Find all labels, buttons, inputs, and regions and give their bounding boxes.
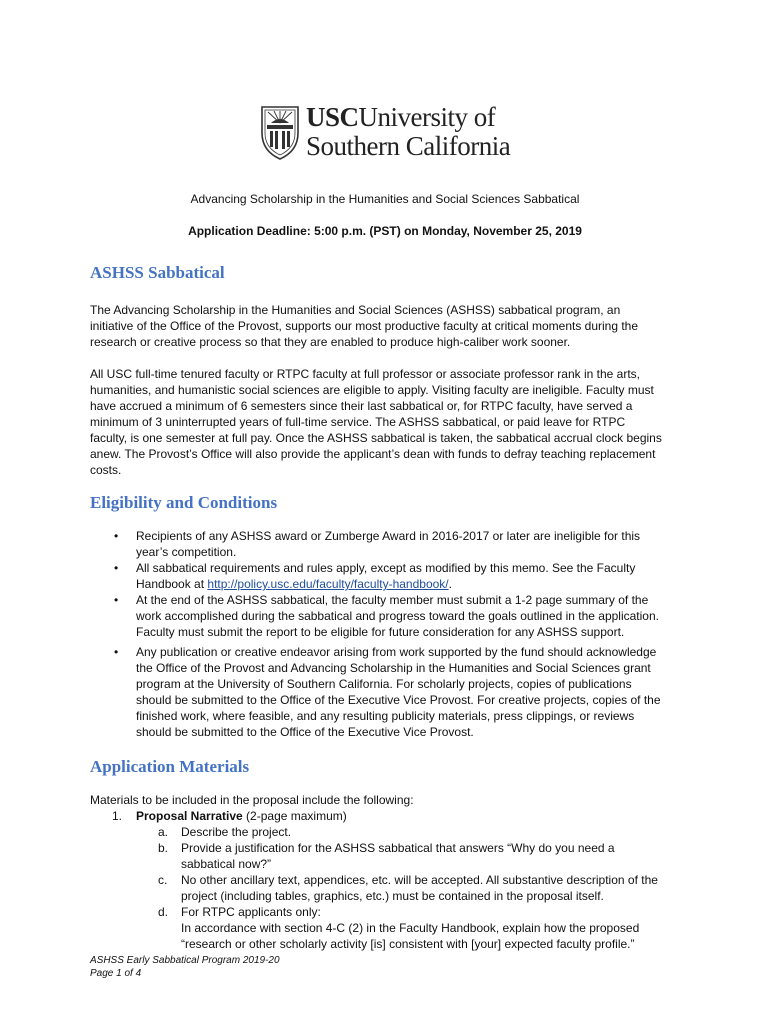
list-item: a. Describe the project. [158, 825, 292, 839]
bullet-icon: • [114, 645, 119, 659]
faculty-handbook-link[interactable]: http://policy.usc.edu/faculty/faculty-handbook/ [207, 577, 449, 591]
list-item: • At the end of the ASHSS sabbatical, the faculty member must submit a 1-2 page summary of the work accomplished during the sabbatical and progress toward the goals outlined in the application. Faculty must submit the report to be eligible for future consideration for any ASHSS support. [114, 593, 659, 639]
list-item: • All sabbatical requirements and rules apply, except as modified by this memo. See the Faculty Handbook at http://policy.usc.edu/faculty/faculty-handbook/. [114, 561, 636, 591]
logo-wordmark [306, 103, 510, 160]
list-item: c. No other ancillary text, appendices, etc. will be accepted. All substantive description of the project (including tables, graphics, etc.) must be contained in the proposal itself. [158, 873, 658, 903]
section-heading-application-materials: Application Materials [90, 757, 250, 776]
list-item: 1. Proposal Narrative (2-page maximum) a. Describe the project. b. Provide a justification for the ASHSS sabbatical that answers “Why do you need a sabbatical now?” c. No other ancillary text, appendices, etc. will be accepted. All substantive description of the project (including tables, graphics, etc.) must be contained in the proposal itself. d. For RTPC applicants only: In accordance with section 4-C (2) in the Faculty Handbook, explain how the proposed “research or other scholarly activity [is] consistent with [your] expected faculty profile.” [90, 808, 665, 952]
list-item: b. Provide a justification for the ASHSS sabbatical that answers “Why do you need a sabbatical now?” [158, 841, 615, 871]
footer-program: ASHSS Early Sabbatical Program 2019-20 [90, 955, 280, 966]
list-item: • Any publication or creative endeavor arising from work supported by the fund should acknowledge the Office of the Provost and Advancing Scholarship in the Humanities and Social Sciences grant program at the University of Southern California. For scholarly projects, copies of publications should be submitted to the Office of the Executive Vice Provost. For creative projects, copies of the finished work, where feasible, and any resulting publicity materials, press clippings, or reviews should be submitted to the Office of the Executive Vice Provost. [114, 645, 661, 739]
proposal-narrative-title: Proposal Narrative [136, 809, 243, 823]
materials-list [90, 808, 665, 952]
page-footer [90, 954, 280, 980]
usc-logo [258, 103, 518, 163]
logo-southern-california: Southern California [306, 131, 511, 161]
paragraph-eligibility-details: All USC full-time tenured faculty or RTPC faculty at full professor or associate professor rank in the arts, humanities, and humanistic social sciences are eligible to apply. Visiting faculty are ineligible. Faculty must have accrued a minimum of 6 semesters since their last sabbatical or, for RTPC faculty, have served a minimum of 3 uninterrupted years of full-time service. The ASHSS sabbatical, or paid leave for RTPC faculty, is one semester at full pay. Once the ASHSS sabbatical is taken, the sabbatical accrual clock begins anew. The Provost’s Office will also provide the applicant’s dean with funds to defray teaching replacement costs. [90, 367, 662, 477]
footer-page-number: Page 1 of 4 [90, 968, 142, 979]
document-body [90, 262, 665, 952]
section-heading-eligibility: Eligibility and Conditions [90, 493, 278, 512]
application-deadline: Application Deadline: 5:00 p.m. (PST) on Monday, November 25, 2019 [188, 224, 582, 238]
eligibility-list [90, 528, 665, 740]
bullet-icon: • [114, 593, 119, 607]
logo-usc: USC [306, 102, 359, 132]
program-subtitle: Advancing Scholarship in the Humanities and Social Sciences Sabbatical [190, 192, 580, 206]
proposal-narrative-sublist [136, 824, 665, 952]
paragraph-program-description: The Advancing Scholarship in the Humanities and Social Sciences (ASHSS) sabbatical program, an initiative of the Office of the Provost, supports our most productive faculty at critical moments during the research or creative process so that they are enabled to produce high-caliber work sooner. [90, 303, 639, 349]
logo-university: University of [358, 102, 496, 132]
materials-intro: Materials to be included in the proposal include the following: [90, 793, 414, 807]
section-heading-ashss-sabbatical: ASHSS Sabbatical [90, 263, 225, 282]
list-item: • Recipients of any ASHSS award or Zumberge Award in 2016-2017 or later are ineligible for this year’s competition. [114, 529, 641, 559]
usc-seal-icon [258, 103, 302, 161]
bullet-icon: • [114, 529, 119, 543]
list-item: d. For RTPC applicants only: In accordance with section 4-C (2) in the Faculty Handbook, explain how the proposed “research or other scholarly activity [is] consistent with [your] expected faculty profile.” [158, 905, 640, 951]
bullet-icon: • [114, 561, 119, 575]
